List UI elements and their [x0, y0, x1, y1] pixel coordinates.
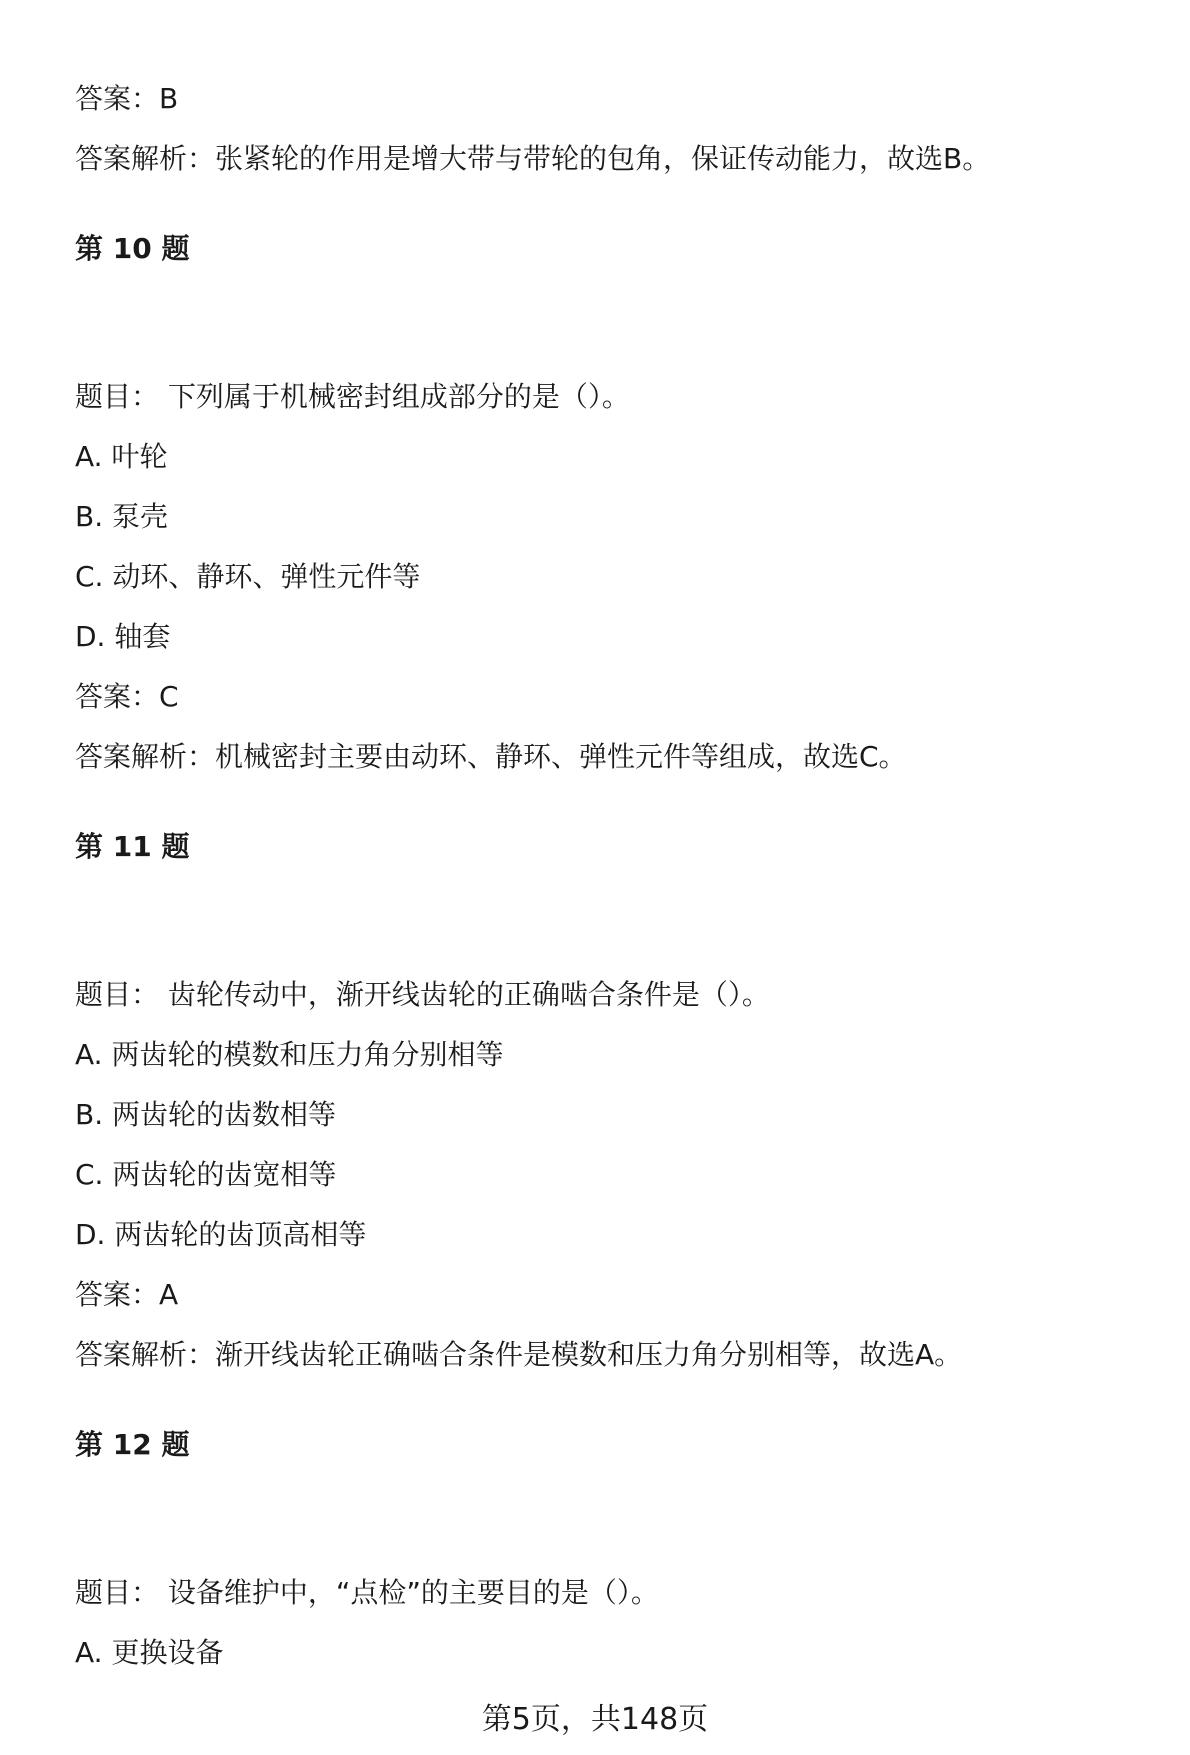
question-10-explanation: 答案解析：机械密封主要由动环、静环、弹性元件等组成，故选C。 — [75, 740, 907, 773]
question-10-option-d: D. 轴套 — [75, 620, 171, 653]
question-10-answer: 答案：C — [75, 680, 179, 713]
page-number: 第5页，共148页 — [481, 1702, 709, 1737]
question-10-option-a: A. 叶轮 — [75, 440, 168, 473]
question-12-heading: 第 12 题 — [75, 1428, 190, 1461]
question-11-option-c: C. 两齿轮的齿宽相等 — [75, 1158, 337, 1191]
question-12-text: 题目： 设备维护中，“点检”的主要目的是（）。 — [75, 1576, 659, 1609]
question-10-text: 题目： 下列属于机械密封组成部分的是（）。 — [75, 380, 630, 413]
question-11-option-d: D. 两齿轮的齿顶高相等 — [75, 1218, 367, 1251]
question-11-option-b: B. 两齿轮的齿数相等 — [75, 1098, 337, 1131]
question-10-heading: 第 10 题 — [75, 232, 190, 265]
question-11-explanation: 答案解析：渐开线齿轮正确啮合条件是模数和压力角分别相等，故选A。 — [75, 1338, 963, 1371]
question-11-heading: 第 11 题 — [75, 830, 190, 863]
question-10-option-c: C. 动环、静环、弹性元件等 — [75, 560, 421, 593]
prev-answer: 答案：B — [75, 82, 179, 115]
question-10-option-b: B. 泵壳 — [75, 500, 169, 533]
question-11-option-a: A. 两齿轮的模数和压力角分别相等 — [75, 1038, 504, 1071]
prev-explanation: 答案解析：张紧轮的作用是增大带与带轮的包角，保证传动能力，故选B。 — [75, 142, 991, 175]
question-12-option-a: A. 更换设备 — [75, 1636, 224, 1669]
question-11-text: 题目： 齿轮传动中，渐开线齿轮的正确啮合条件是（）。 — [75, 978, 770, 1011]
question-11-answer: 答案：A — [75, 1278, 179, 1311]
